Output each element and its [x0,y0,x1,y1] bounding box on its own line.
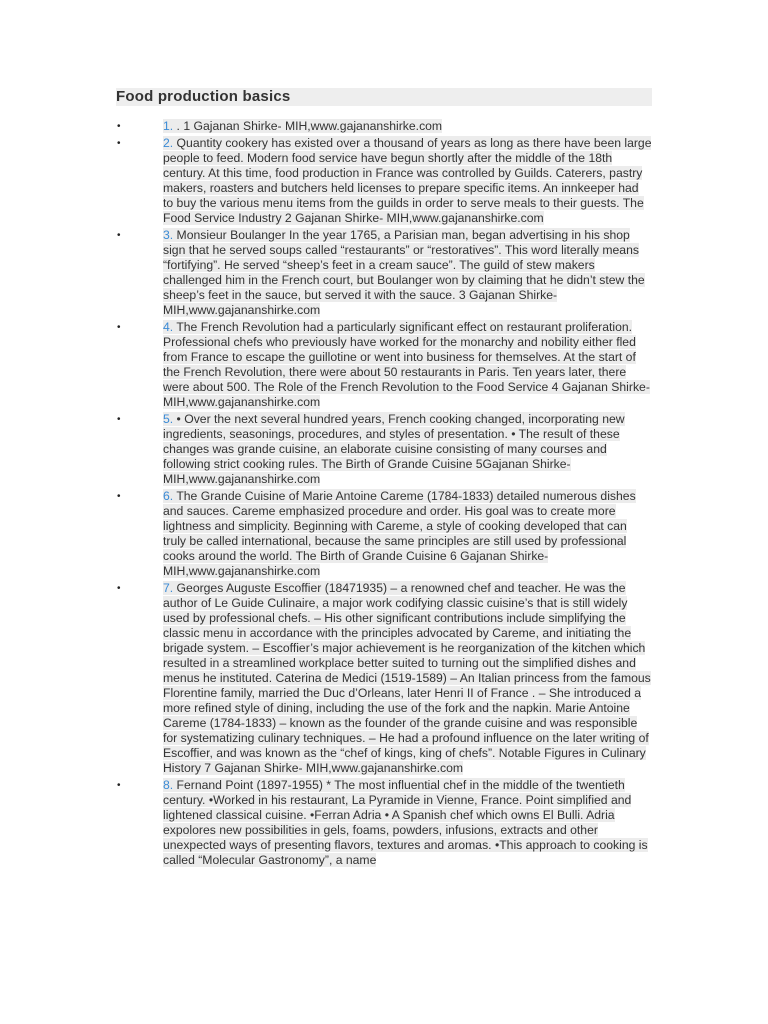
list-item-text [163,320,650,409]
list-item-text [163,778,648,867]
list-item-number: 6. [163,489,174,503]
bullet-icon: • [117,491,121,502]
list-item-number: 8. [163,778,174,792]
list-item-number: 4. [163,320,174,334]
list-item-body: . 1 Gajanan Shirke- MIH,www.gajananshirke.com [173,119,443,133]
list-item [116,119,652,134]
list-item-text [163,489,636,578]
document [116,88,652,870]
list-item-number: 3. [163,228,174,242]
bullet-icon: • [117,322,121,333]
list-item [116,412,652,487]
list-item-body: Georges Auguste Escoffier (18471935) – a renowned chef and teacher. He was the author of Le Guide Culinaire, a major work codifying classic cuisine’s that is still widely used by professional chefs. – His other significant contributions include simplifying the classic menu in accordance with the principles advocated by Careme, and initiating the brigade system. – Escoffier’s major achievement is he reorganization of the kitchen which resulted in a streamlined workplace better suited to turning out the simplified dishes and menus he instituted. Caterina de Medici (1519-1589) – An Italian princess from the famous Florentine family, married the Duc d’Orleans, later Henri II of France . – She introduced a more refined style of dining, including the use of the fork and the napkin. Marie Antoine Careme (1784-1833) – known as the founder of the grande cuisine and was responsible for systematizing culinary techniques. – He had a profound influence on the later writing of Escoffier, and was known as the “chef of kings, king of chefs”. Notable Figures in Culinary History 7 Gajanan Shirke- MIH,www.gajananshirke.com [163,581,651,775]
bullet-icon: • [117,583,121,594]
bullet-icon: • [117,780,121,791]
list-item-text [163,228,645,317]
bullet-icon: • [117,121,121,132]
list-item-number: 5. [163,412,174,426]
list-item-body: Fernand Point (1897-1955) * The most influential chef in the middle of the twentieth century. •Worked in his restaurant, La Pyramide in Vienne, France. Point simplified and lightened classical cuisine. •Ferran Adria • A Spanish chef which owns El Bulli. Adria expolores new possibilities in gels, foams, powders, infusions, extracts and other unexpected ways of presenting flavors, textures and aromas. •This approach to cooking is called “Molecular Gastronomy”, a name [163,778,648,867]
list-item-body: The French Revolution had a particularly significant effect on restaurant proliferation. Professional chefs who previously have worked for the monarchy and nobility either fled from France to escape the guillotine or went into business for themselves. At the start of the French Revolution, there were about 50 restaurants in Paris. Ten years later, there were about 500. The Role of the French Revolution to the Food Service 4 Gajanan Shirke- MIH,www.gajananshirke.com [163,320,650,409]
list-item-number: 1. [163,119,174,133]
list-item-number: 2. [163,136,174,150]
list-item-text [163,119,442,133]
list-item-text [163,136,651,225]
list-item-body: • Over the next several hundred years, French cooking changed, incorporating new ingredients, seasonings, procedures, and styles of presentation. • The result of these changes was grande cuisine, an elaborate cuisine consisting of many courses and following strict cooking rules. The Birth of Grande Cuisine 5Gajanan Shirke-MIH,www.gajananshirke.com [163,412,625,486]
list-item-text [163,581,651,775]
list-item [116,489,652,579]
list-item-body: Monsieur Boulanger In the year 1765, a Parisian man, began advertising in his shop sign that he served soups called “restaurants” or “restoratives”. This word literally means “fortifying”. He served “sheep’s feet in a cream sauce”. The guild of stew makers challenged him in the French court, but Boulanger won by claiming that he didn’t stew the sheep’s feet in the sauce, but served it with the sauce. 3 Gajanan Shirke- MIH,www.gajananshirke.com [163,228,645,317]
document-title: Food production basics [116,88,652,106]
list-item [116,320,652,410]
slide-text-list [116,119,652,868]
list-item-body: The Grande Cuisine of Marie Antoine Careme (1784-1833) detailed numerous dishes and sauces. Careme emphasized procedure and order. His goal was to create more lightness and simplicity. Beginning with Careme, a style of cooking developed that can truly be called international, because the same principles are still used by professional cooks around the world. The Birth of Grande Cuisine 6 Gajanan Shirke- MIH,www.gajananshirke.com [163,489,636,578]
list-item-text [163,412,625,486]
list-item [116,228,652,318]
bullet-icon: • [117,230,121,241]
bullet-icon: • [117,138,121,149]
list-item-body: Quantity cookery has existed over a thousand of years as long as there have been large people to feed. Modern food service have begun shortly after the middle of the 18th century. At this time, food production in France was controlled by Guilds. Caterers, pastry makers, roasters and butchers held licenses to prepare specific items. An innkeeper had to buy the various menu items from the guilds in order to serve meals to their guests. The Food Service Industry 2 Gajanan Shirke- MIH,www.gajananshirke.com [163,136,652,225]
bullet-icon: • [117,414,121,425]
list-item [116,778,652,868]
list-item [116,136,652,226]
list-item [116,581,652,776]
list-item-number: 7. [163,581,174,595]
